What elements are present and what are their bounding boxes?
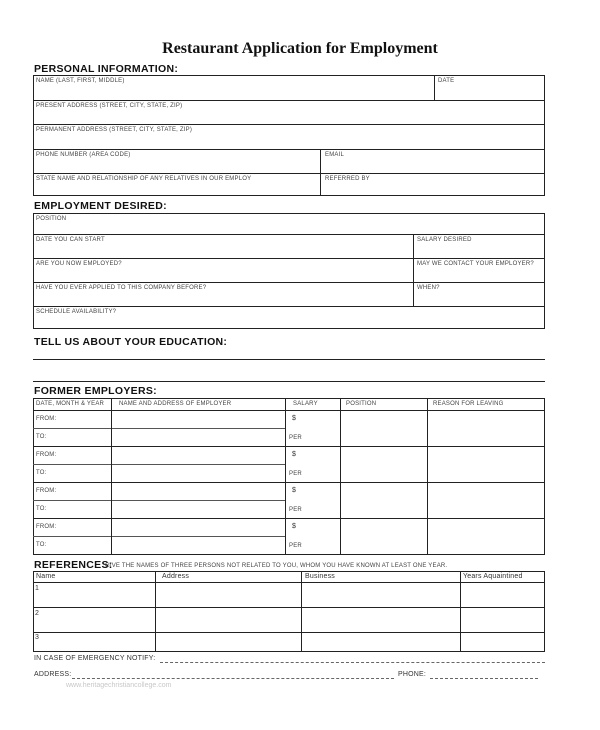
referred-by-field[interactable]: REFERRED BY — [325, 176, 370, 182]
dollar-sign: $ — [292, 523, 297, 530]
phone-input-line[interactable] — [430, 678, 538, 679]
employed-now-field[interactable]: ARE YOU NOW EMPLOYED? — [36, 261, 122, 267]
watermark: www.heritagechristiancollege.com — [66, 682, 172, 689]
employment-desired-heading: EMPLOYMENT DESIRED: — [34, 200, 167, 212]
applied-before-field[interactable]: HAVE YOU EVER APPLIED TO THIS COMPANY BEFORE? — [36, 285, 207, 291]
references-title: REFERENCES: — [34, 559, 113, 571]
salary-desired-field[interactable]: SALARY DESIRED — [417, 237, 472, 243]
name-field[interactable]: NAME (LAST, FIRST, MIDDLE) — [36, 78, 125, 84]
from-label: FROM: — [36, 524, 57, 530]
from-label: FROM: — [36, 416, 57, 422]
ref-col-years: Years Aquaintined — [463, 573, 523, 580]
phone-label: PHONE: — [398, 671, 427, 678]
personal-info-heading: PERSONAL INFORMATION: — [34, 63, 179, 75]
permanent-address-field[interactable]: PERMANENT ADDRESS (STREET, CITY, STATE, ZIP) — [36, 127, 193, 133]
ref-row-number: 2 — [35, 610, 40, 617]
schedule-field[interactable]: SCHEDULE AVAILABILITY? — [36, 309, 117, 315]
col-position: POSITION — [346, 401, 377, 407]
ref-col-name: Name — [36, 573, 56, 580]
references-note: GIVE THE NAMES OF THREE PERSONS NOT RELATED TO YOU, WHOM YOU HAVE KNOWN AT LEAST ONE YEAR. — [105, 563, 448, 569]
date-field[interactable]: DATE — [438, 78, 455, 84]
phone-field[interactable]: PHONE NUMBER (AREA CODE) — [36, 152, 131, 158]
from-label: FROM: — [36, 488, 57, 494]
contact-employer-field[interactable]: MAY WE CONTACT YOUR EMPLOYER? — [417, 261, 534, 267]
address-input-line[interactable] — [72, 678, 394, 679]
ref-row-number: 3 — [35, 634, 40, 641]
education-line-2[interactable] — [33, 381, 545, 382]
to-label: TO: — [36, 506, 47, 512]
relatives-field[interactable]: STATE NAME AND RELATIONSHIP OF ANY RELATIVES IN OUR EMPLOY — [36, 176, 252, 182]
per-label: PER — [289, 543, 302, 549]
col-reason: REASON FOR LEAVING — [433, 401, 504, 407]
ref-col-business: Business — [305, 573, 336, 580]
from-label: FROM: — [36, 452, 57, 458]
dollar-sign: $ — [292, 451, 297, 458]
references-table — [33, 571, 545, 652]
former-employers-heading: FORMER EMPLOYERS: — [34, 385, 157, 397]
col-date: DATE, MONTH & YEAR — [36, 401, 105, 407]
col-salary: SALARY — [293, 401, 318, 407]
dollar-sign: $ — [292, 415, 297, 422]
per-label: PER — [289, 507, 302, 513]
present-address-field[interactable]: PRESENT ADDRESS (STREET, CITY, STATE, ZIP) — [36, 103, 183, 109]
page-title: Restaurant Application for Employment — [162, 40, 438, 57]
to-label: TO: — [36, 542, 47, 548]
per-label: PER — [289, 471, 302, 477]
ref-col-address: Address — [162, 573, 190, 580]
when-field[interactable]: WHEN? — [417, 285, 440, 291]
references-heading — [34, 559, 113, 571]
address-label: ADDRESS: — [34, 671, 72, 678]
to-label: TO: — [36, 470, 47, 476]
col-employer: NAME AND ADDRESS OF EMPLOYER — [119, 401, 232, 407]
start-date-field[interactable]: DATE YOU CAN START — [36, 237, 105, 243]
per-label: PER — [289, 435, 302, 441]
ref-row-number: 1 — [35, 585, 40, 592]
education-line-1[interactable] — [33, 359, 545, 360]
emergency-label: IN CASE OF EMERGENCY NOTIFY: — [34, 655, 156, 662]
dollar-sign: $ — [292, 487, 297, 494]
emergency-input-line[interactable] — [160, 662, 545, 663]
education-heading: TELL US ABOUT YOUR EDUCATION: — [34, 336, 228, 348]
email-field[interactable]: EMAIL — [325, 152, 345, 158]
to-label: TO: — [36, 434, 47, 440]
position-field[interactable]: POSITION — [36, 216, 67, 222]
